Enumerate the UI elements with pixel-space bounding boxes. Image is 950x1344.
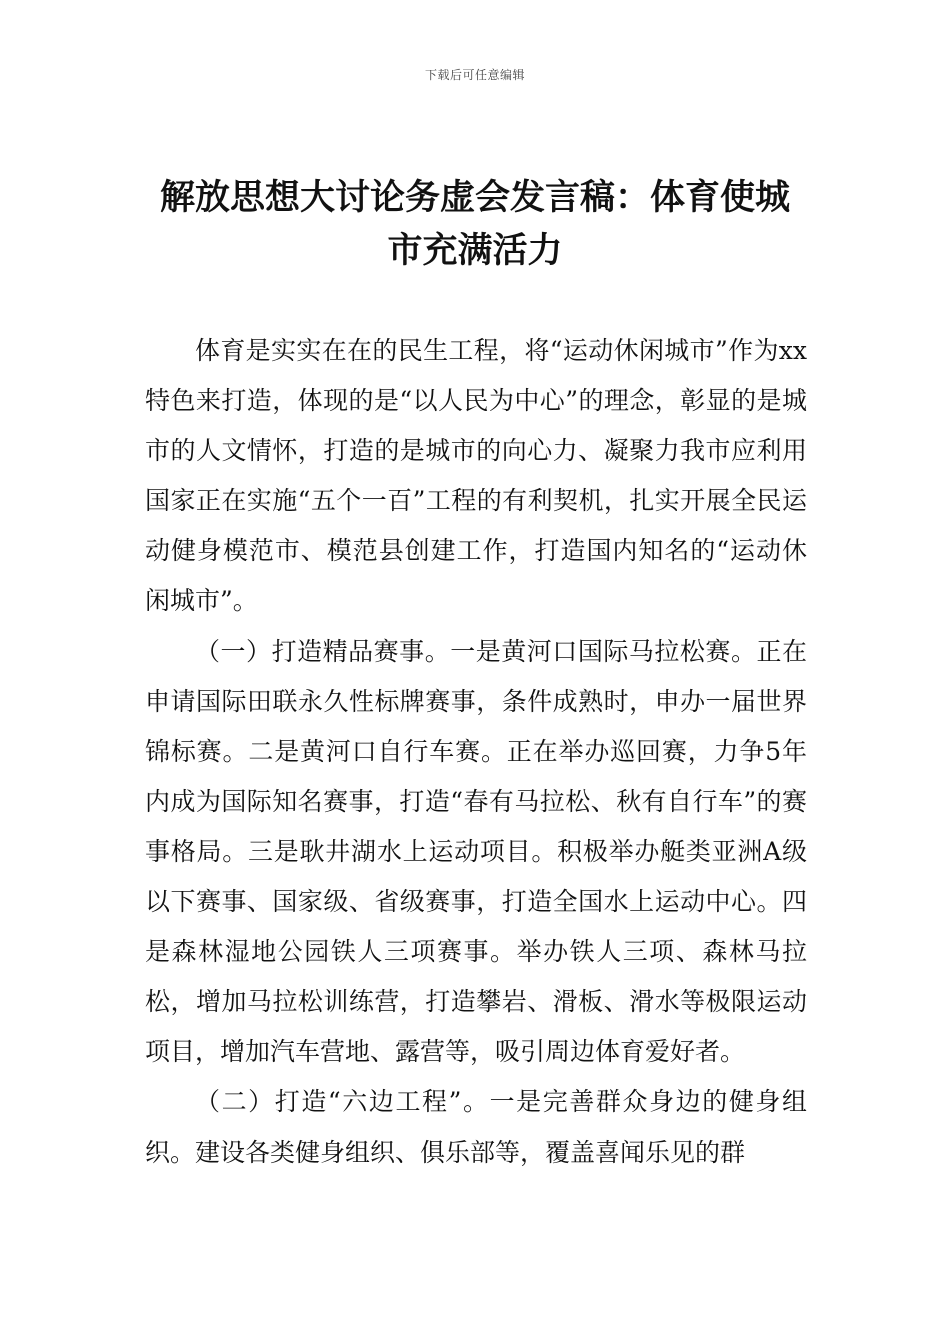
paragraph-intro: 体育是实实在在的民生工程，将“运动休闲城市”作为xx特色来打造，体现的是“以人民为中心”的理念，彰显的是城市的人文情怀，打造的是城市的向心力、凝聚力我市应利用国家正在实施“五个一百”工程的有利契机，扎实开展全民运动健身模范市、模范县创建工作，打造国内知名的“运动休闲城市”。 (145, 336, 807, 616)
paragraph-section-1: （一）打造精品赛事。一是黄河口国际马拉松赛。正在申请国际田联永久性标牌赛事，条件成熟时，申办一届世界锦标赛。二是黄河口自行车赛。正在举办巡回赛，力争5年内成为国际知名赛事，打造“春有马拉松、秋有自行车”的赛事格局。三是耿井湖水上运动项目。积极举办艇类亚洲A级以下赛事、国家级、省级赛事，打造全国水上运动中心。四是森林湿地公园铁人三项赛事。举办铁人三项、森林马拉松，增加马拉松训练营，打造攀岩、滑板、滑水等极限运动项目，增加汽车营地、露营等，吸引周边体育爱好者。 (145, 636, 807, 1067)
document-body (145, 326, 807, 1178)
document-title: 解放思想大讨论务虚会发言稿：体育使城市充满活力 (159, 178, 790, 271)
paragraph-section-2: （二）打造“六边工程”。一是完善群众身边的健身组织。建设各类健身组织、俱乐部等，覆盖喜闻乐见的群 (145, 1087, 807, 1167)
page-header-note: 下载后可任意编辑 (424, 68, 525, 82)
